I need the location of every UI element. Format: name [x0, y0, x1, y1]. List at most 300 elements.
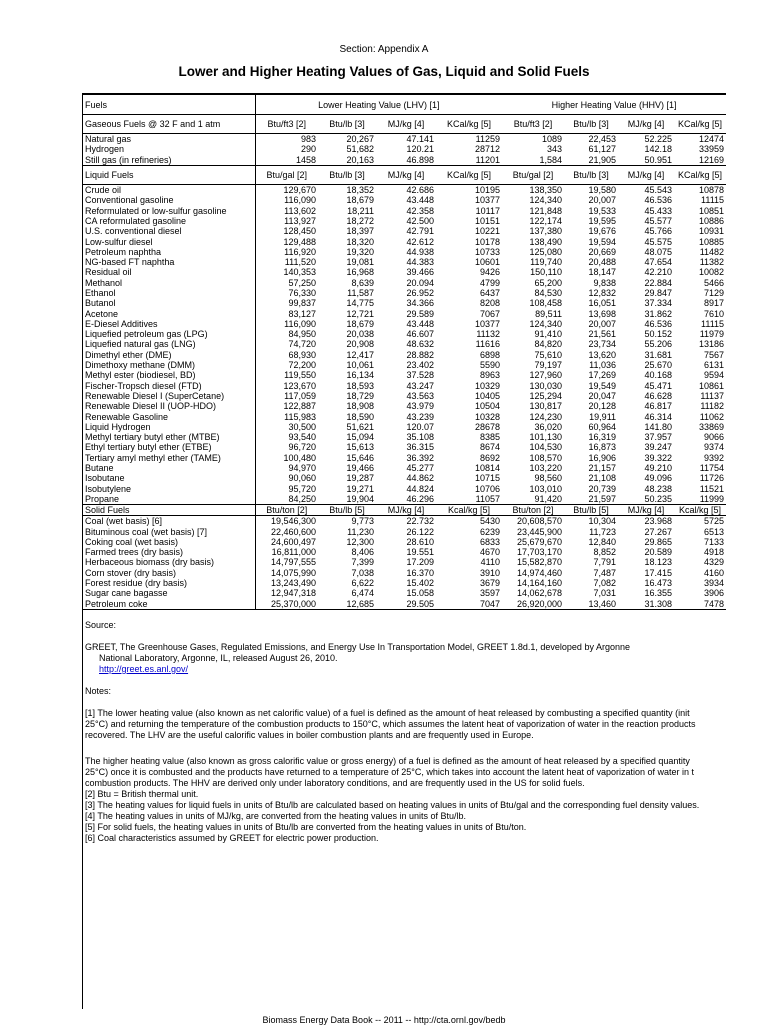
note-6: [6] Coal characteristics assumed by GREET for electric power production.	[85, 832, 379, 843]
value-cell: 28.610	[406, 536, 434, 547]
value-cell: 50.235	[644, 493, 673, 504]
value-cell: 13,243,490	[255, 578, 318, 588]
value-cell: 19.551	[406, 547, 434, 558]
value-cell: 11726	[699, 473, 725, 484]
value-cell: 3934	[704, 578, 725, 589]
value-cell: 119,550	[255, 370, 318, 380]
value-cell: 10377	[475, 318, 501, 329]
value-cell: 52.225	[644, 134, 673, 145]
value-cell: 10814	[475, 463, 501, 474]
value-cell: 12,300	[346, 536, 374, 547]
value-cell: 42.686	[406, 185, 434, 196]
table-row	[83, 247, 726, 257]
value-cell: 13,460	[564, 598, 618, 609]
value-cell: 7,399	[351, 557, 374, 568]
fuel-name-cell: Ethanol	[85, 288, 116, 298]
value-cell: 6131	[704, 360, 725, 371]
fuel-name-cell: Liquid Hydrogen	[85, 421, 151, 432]
value-cell: 140,353	[255, 267, 318, 277]
value-cell: 9426	[480, 267, 501, 278]
value-cell: 48.632	[406, 339, 434, 350]
value-cell: 9066	[704, 432, 725, 443]
value-cell: 12,832	[588, 288, 617, 298]
source-citation-line1: GREET, The Greenhouse Gases, Regulated Emissions, and Energy Use In Transportation Model, GREET 1.8d.1, developed by Argonne	[85, 641, 630, 652]
value-cell: 5430	[480, 516, 501, 527]
value-cell: 14,075,990	[255, 568, 318, 578]
value-cell: 11062	[699, 411, 725, 422]
table-row	[83, 144, 726, 154]
value-cell: 42.612	[406, 236, 434, 247]
section-label: Section: Appendix A	[339, 44, 429, 55]
value-cell: 11,723	[589, 526, 617, 537]
value-cell: 46.628	[644, 390, 673, 401]
table-row	[83, 360, 726, 370]
value-cell: 57,250	[255, 278, 318, 288]
value-cell: 24,600,497	[255, 537, 318, 547]
value-cell: 84,950	[255, 329, 318, 339]
value-cell: 16,906	[588, 452, 617, 463]
value-cell: 46.607	[406, 329, 434, 340]
value-cell: 26,920,000	[502, 598, 564, 609]
fuel-name-cell: Bituminous coal (wet basis) [7]	[85, 526, 208, 537]
value-cell: 46.296	[406, 493, 434, 504]
value-cell: 6898	[480, 349, 501, 360]
value-cell: 18.123	[644, 557, 673, 568]
value-cell: 120.07	[406, 421, 434, 432]
value-cell: 19,287	[346, 473, 374, 484]
value-cell: 47.141	[406, 134, 434, 145]
table-row	[83, 257, 726, 267]
value-cell: 18,147	[588, 267, 617, 278]
table-row	[83, 134, 726, 145]
value-cell: KCal/kg [5]	[436, 115, 502, 134]
value-cell: 9392	[704, 452, 725, 463]
value-cell: 46.536	[644, 195, 673, 206]
value-cell: 51,682	[346, 144, 374, 155]
table-row	[83, 568, 726, 578]
value-cell: 8,852	[593, 547, 617, 558]
fuel-name-cell: Methanol	[85, 277, 123, 288]
value-cell: 28.882	[406, 349, 434, 360]
table-row	[83, 278, 726, 288]
value-cell: 46.898	[376, 155, 436, 166]
value-cell: 36.315	[406, 442, 434, 453]
value-cell: 43.563	[406, 390, 434, 401]
value-cell: 60,964	[588, 421, 617, 432]
table-row	[83, 288, 726, 298]
value-cell: Btu/lb [3]	[564, 115, 618, 134]
value-cell: 15,094	[346, 432, 374, 443]
greet-link[interactable]: http://greet.es.anl.gov/	[99, 663, 189, 674]
value-cell: 343	[547, 144, 563, 155]
value-cell: 11382	[699, 257, 725, 268]
value-cell: 7567	[704, 349, 725, 360]
value-cell: 28712	[475, 144, 501, 155]
value-cell: 121,848	[529, 205, 563, 216]
value-cell: 20,267	[346, 134, 374, 145]
hhv-note-line1: The higher heating value (also known as gross calorific value or gross energy) of a fuel is defined as the amount of heat released by a specified quantity	[85, 755, 690, 766]
value-cell: 12,840	[588, 536, 617, 547]
fuel-name-cell: E-Diesel Additives	[85, 318, 158, 329]
value-cell: 79,197	[534, 360, 563, 371]
value-cell: 18,211	[347, 205, 374, 216]
value-cell: 68,930	[255, 350, 318, 360]
value-cell: 61,127	[588, 144, 617, 155]
value-cell: 10,061	[346, 360, 374, 371]
value-cell: 11754	[699, 463, 725, 474]
value-cell: 11132	[476, 329, 501, 340]
fuel-name-cell: Fischer-Tropsch diesel (FTD)	[85, 380, 202, 391]
value-cell: Btu/gal [2]	[502, 165, 564, 184]
table-row	[83, 381, 726, 391]
fuel-name-cell: Farmed trees (dry basis)	[85, 547, 184, 558]
fuel-name-cell: Solid Fuels	[83, 505, 255, 516]
value-cell: 6239	[480, 526, 501, 537]
value-cell: 91,410	[534, 329, 563, 340]
value-cell: 142.18	[644, 144, 673, 155]
table-row	[83, 267, 726, 277]
fuel-name-cell: Corn stover (dry basis)	[85, 567, 177, 578]
fuel-name-cell: Coal (wet basis) [6]	[85, 516, 163, 527]
value-cell: 129,670	[255, 184, 318, 195]
footer: Biomass Energy Data Book -- 2011 -- http://cta.ornl.gov/bedb	[262, 1015, 506, 1025]
fuel-name-cell: Herbaceous biomass (dry basis)	[85, 557, 215, 568]
value-cell: 113,927	[255, 216, 318, 226]
fuel-name-cell: Butane	[85, 463, 114, 474]
value-cell: 16.370	[406, 567, 434, 578]
value-cell: 3910	[480, 567, 501, 578]
fuel-name-cell: Low-sulfur diesel	[85, 236, 153, 247]
value-cell: 20,047	[588, 390, 617, 401]
value-cell: 36,020	[534, 421, 563, 432]
fuel-name-cell: Sugar cane bagasse	[85, 588, 168, 599]
value-cell: 43.239	[406, 411, 434, 422]
value-cell: 17.209	[406, 557, 434, 568]
table-row	[83, 547, 726, 557]
value-cell: 43.448	[406, 318, 434, 329]
value-cell: 43.448	[406, 195, 434, 206]
value-cell: 11482	[699, 246, 725, 257]
value-cell: 10706	[475, 483, 501, 494]
value-cell: 124,230	[529, 411, 563, 422]
value-cell: 5466	[704, 277, 725, 288]
table-row	[83, 453, 726, 463]
value-cell: 19,081	[346, 257, 374, 268]
value-cell: 116,090	[255, 319, 318, 329]
value-cell: 27.267	[644, 526, 673, 537]
value-cell: 4799	[480, 277, 501, 288]
value-cell: 18,352	[346, 185, 374, 196]
value-cell: 8917	[704, 298, 725, 309]
value-cell: 44.938	[406, 246, 434, 257]
table-row	[83, 155, 726, 166]
value-cell: 21,597	[588, 493, 617, 504]
value-cell: 21,905	[564, 155, 618, 166]
table-row	[83, 598, 726, 609]
value-cell: 10733	[475, 246, 501, 257]
value-cell: 11,230	[347, 526, 374, 537]
value-cell: MJ/kg [4]	[376, 165, 436, 184]
fuel-name-cell: Gaseous Fuels @ 32 F and 1 atm	[83, 115, 255, 134]
value-cell: 43.979	[406, 401, 434, 412]
value-cell: 19,466	[346, 463, 374, 474]
value-cell: 16.355	[644, 588, 673, 599]
value-cell: 138,350	[529, 185, 563, 196]
value-cell: Btu/ton [2]	[502, 505, 564, 516]
table-row	[83, 526, 726, 536]
note-5: [5] For solid fuels, the heating values in units of Btu/lb are converted from the heating values in units of Btu/ton.	[85, 821, 527, 832]
note-3: [3] The heating values for liquid fuels in units of Btu/lb are calculated based on heating values in units of Btu/gal and the corresponding fuel density values.	[85, 799, 700, 810]
value-cell: 19,580	[588, 185, 617, 196]
value-cell: 42.791	[406, 226, 434, 237]
value-cell: 7129	[704, 288, 725, 298]
value-cell: 45.575	[644, 236, 673, 247]
value-cell: 128,450	[255, 226, 318, 236]
value-cell: 14,164,160	[516, 578, 563, 589]
value-cell: 99,837	[255, 298, 318, 308]
value-cell: KCal/kg [5]	[674, 115, 726, 134]
value-cell: 141.80	[644, 421, 673, 432]
value-cell: 124,340	[529, 318, 563, 329]
value-cell: 19,904	[346, 493, 374, 504]
fuel-name-cell: Crude oil	[85, 185, 122, 196]
value-cell: 9594	[704, 370, 725, 381]
value-cell: 10151	[475, 215, 501, 226]
value-cell: 20,488	[588, 257, 617, 268]
value-cell: 10878	[699, 185, 725, 196]
value-cell: 55.206	[644, 339, 673, 350]
value-cell: 45.543	[644, 185, 673, 196]
notes-section	[83, 610, 726, 844]
value-cell: 10329	[475, 380, 501, 391]
value-cell: 10885	[699, 236, 725, 247]
fuel-name-cell: Reformulated or low-sulfur gasoline	[85, 205, 227, 216]
value-cell: 10328	[475, 411, 501, 422]
value-cell: 7,038	[351, 567, 374, 578]
value-cell: 104,530	[529, 442, 563, 453]
table-row	[83, 184, 726, 195]
value-cell: 123,670	[255, 381, 318, 391]
table-row	[83, 236, 726, 246]
fuel-name-cell: Dimethoxy methane (DMM)	[85, 360, 196, 371]
value-cell: 22.884	[644, 277, 673, 288]
value-cell: 23.402	[406, 360, 434, 371]
value-cell: 6,474	[351, 588, 374, 599]
value-cell: 74,720	[255, 339, 318, 349]
value-cell: 84,530	[534, 288, 563, 298]
value-cell: 22,453	[588, 134, 617, 145]
value-cell: MJ/kg [4]	[618, 115, 674, 134]
value-cell: 10377	[475, 195, 501, 206]
value-cell: 137,380	[529, 226, 563, 237]
table-row	[83, 411, 726, 421]
value-cell: 96,720	[255, 442, 318, 452]
gaseous-fuels-header-row	[83, 115, 726, 134]
value-cell: 8692	[480, 452, 501, 463]
value-cell: 39.247	[644, 442, 673, 453]
fuel-name-cell: CA reformulated gasoline	[85, 215, 187, 226]
value-cell: 120.21	[406, 144, 434, 155]
value-cell: 16,968	[346, 267, 374, 278]
value-cell: 3679	[480, 578, 501, 589]
table-row	[83, 484, 726, 494]
value-cell: 98,560	[534, 473, 563, 484]
table-row	[83, 557, 726, 567]
value-cell: 19,546,300	[255, 516, 318, 527]
value-cell: 7,487	[593, 567, 617, 578]
solid-fuels-header-row	[83, 505, 726, 516]
table-row	[83, 216, 726, 226]
table-row	[83, 588, 726, 598]
value-cell: 129,488	[255, 236, 318, 246]
value-cell: 1089	[542, 134, 563, 145]
value-cell: 4329	[704, 557, 725, 568]
fuel-name-cell: Butanol	[85, 298, 116, 309]
value-cell: 20,128	[588, 401, 617, 412]
value-cell: 76,330	[255, 288, 318, 298]
value-cell: 42.358	[406, 205, 434, 216]
value-cell: 108,570	[529, 452, 563, 463]
value-cell: 12,947,318	[255, 588, 318, 598]
value-cell: 6833	[480, 536, 501, 547]
value-cell: MJ/kg [4]	[618, 165, 674, 184]
value-cell: 12,721	[346, 308, 374, 319]
value-cell: 7133	[704, 536, 725, 547]
value-cell: 20.094	[406, 277, 434, 288]
fuel-name-cell: Still gas (in refineries)	[83, 155, 255, 166]
note-1-line2: 25°C) and returning the temperature of the combustion products to 150°C, which assumes the latent heat of vaporization of water in the reaction products	[85, 718, 696, 729]
value-cell: 12474	[699, 134, 725, 145]
value-cell: 46.314	[644, 411, 673, 422]
table-row	[83, 537, 726, 547]
value-cell: 10082	[699, 267, 725, 278]
value-cell: 19,595	[588, 215, 617, 226]
value-cell: 37.957	[644, 432, 673, 443]
value-cell: 13,620	[588, 349, 617, 360]
value-cell: KCal/kg [5]	[436, 165, 502, 184]
value-cell: 20,908	[346, 339, 374, 350]
value-cell: 1458	[255, 155, 318, 166]
value-cell: 10861	[699, 380, 725, 391]
value-cell: Btu/ft3 [2]	[502, 115, 564, 134]
value-cell: 11057	[475, 493, 501, 504]
value-cell: 6,622	[351, 578, 374, 589]
value-cell: 44.862	[406, 473, 434, 484]
value-cell: 93,540	[255, 432, 318, 442]
value-cell: Kcal/kg [5]	[674, 505, 726, 516]
value-cell: 130,030	[529, 380, 563, 391]
value-cell: 23,734	[588, 339, 617, 350]
value-cell: 94,970	[255, 463, 318, 473]
value-cell: 35.108	[406, 432, 434, 443]
value-cell: 20,163	[318, 155, 376, 166]
fuel-name-cell: Acetone	[85, 308, 119, 319]
fuel-name-cell: Methyl ester (biodiesel, BD)	[85, 370, 196, 381]
value-cell: 4670	[480, 547, 501, 558]
table-row	[83, 370, 726, 380]
value-cell: 45.433	[644, 205, 673, 216]
value-cell: 111,520	[255, 257, 318, 267]
value-cell: 37.334	[644, 298, 673, 309]
table-row	[83, 350, 726, 360]
value-cell: 18,908	[346, 401, 374, 412]
value-cell: 19,676	[588, 226, 617, 237]
value-cell: 21,108	[588, 473, 617, 484]
value-cell: 21,157	[588, 463, 617, 474]
value-cell: 19,271	[346, 483, 374, 494]
value-cell: 11616	[475, 339, 501, 350]
fuel-name-cell: Residual oil	[85, 267, 132, 278]
value-cell: 10504	[475, 401, 501, 412]
value-cell: 29.589	[406, 308, 434, 319]
value-cell: 14,775	[346, 298, 374, 309]
table-row	[83, 516, 726, 527]
value-cell: 29.865	[644, 536, 673, 547]
fuel-name-cell: Natural gas	[85, 134, 132, 145]
value-cell: 45.577	[644, 215, 673, 226]
notes-label: Notes:	[85, 685, 112, 696]
value-cell: 11137	[700, 390, 725, 401]
value-cell: 15.058	[406, 588, 434, 599]
hhv-note-line2: 25°C) once it is combusted and the products have returned to a temperature of 25°C, which takes into account the latent heat of vaporization of water in t	[85, 766, 695, 777]
value-cell: 25.670	[644, 360, 673, 371]
note-2: [2] Btu = British thermal unit.	[85, 788, 199, 799]
value-cell: 83,127	[255, 308, 318, 318]
value-cell: 4918	[704, 547, 725, 558]
table-row	[83, 298, 726, 308]
value-cell: 125,294	[529, 390, 563, 401]
note-1-line3: recovered. The LHV are the useful calorific values in boiler combustion plants and are frequently used in Europe.	[85, 729, 534, 740]
value-cell: 84,820	[534, 339, 563, 350]
value-cell: 36.392	[406, 452, 434, 463]
value-cell: 10851	[699, 205, 725, 216]
table-title-row	[83, 95, 726, 115]
value-cell: 50.951	[618, 155, 674, 166]
value-cell: 18,397	[346, 226, 374, 237]
hhv-note-line3: combustion products. The HHV are derived only under laboratory conditions, and are frequently used in the US for solid fuels.	[85, 777, 585, 788]
value-cell: 17,269	[588, 370, 617, 381]
table-row	[83, 226, 726, 236]
value-cell: 10886	[699, 215, 725, 226]
value-cell: Btu/lb [5]	[318, 505, 376, 516]
value-cell: 90,060	[255, 473, 318, 483]
fuel-name-cell: Petroleum coke	[83, 598, 255, 609]
value-cell: 49.210	[644, 463, 673, 474]
value-cell: 7,082	[593, 578, 617, 589]
value-cell: 101,130	[529, 432, 563, 443]
value-cell: 103,220	[529, 463, 563, 474]
value-cell: 9,773	[351, 516, 374, 527]
fuel-name-cell: Methyl tertiary butyl ether (MTBE)	[85, 432, 220, 443]
value-cell: 10117	[475, 205, 501, 216]
value-cell: 44.383	[406, 257, 434, 268]
fuel-name-cell: Liquefied natural gas (LNG)	[85, 339, 196, 350]
value-cell: 124,340	[529, 195, 563, 206]
value-cell: 103,010	[529, 483, 563, 494]
value-cell: 26.122	[406, 526, 434, 537]
value-cell: 17.415	[644, 567, 673, 578]
value-cell: 8,406	[351, 547, 374, 558]
value-cell: 45.766	[644, 226, 673, 237]
value-cell: 11979	[699, 329, 725, 340]
value-cell: 130,817	[529, 401, 563, 412]
value-cell: 33869	[699, 421, 725, 432]
value-cell: 119,740	[530, 257, 563, 268]
value-cell: 26.952	[406, 288, 434, 298]
value-cell: 48.075	[644, 246, 673, 257]
value-cell: 19,594	[588, 236, 617, 247]
value-cell: 39.466	[406, 267, 434, 278]
